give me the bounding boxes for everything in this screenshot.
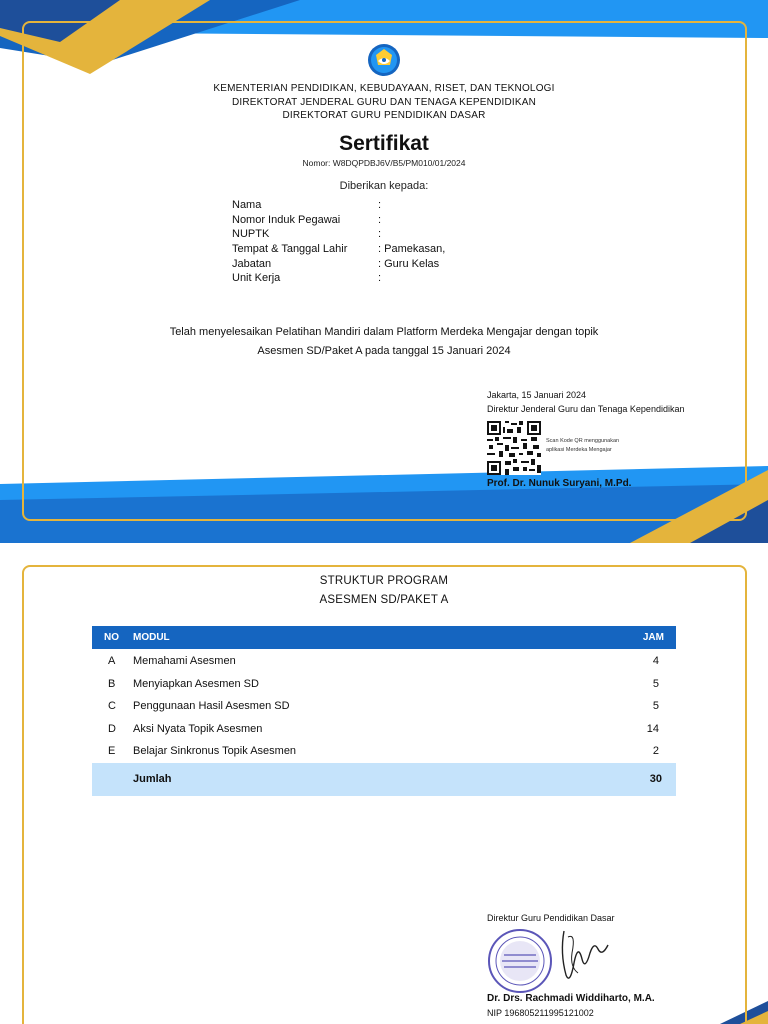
program-structure-page bbox=[0, 543, 768, 1024]
field-row-employee-id bbox=[232, 214, 532, 229]
table-row bbox=[92, 672, 676, 695]
program-subtitle: ASESMEN SD/PAKET A bbox=[319, 594, 449, 606]
qr-note-line-2: aplikasi Merdeka Mengajar bbox=[546, 447, 612, 453]
row-module: Belajar Sinkronus Topik Asesmen bbox=[133, 745, 297, 757]
field-label: Tempat & Tanggal Lahir bbox=[232, 243, 348, 256]
field-row-work-unit bbox=[232, 272, 532, 287]
row-hours: 5 bbox=[652, 677, 659, 690]
program-table bbox=[92, 626, 676, 796]
table-row bbox=[92, 739, 676, 762]
signer-name: Prof. Dr. Nunuk Suryani, M.Pd. bbox=[487, 478, 632, 489]
official-stamp-signature-icon bbox=[486, 923, 616, 995]
qr-note-line-1: Scan Kode QR menggunakan bbox=[546, 438, 620, 444]
field-label: Unit Kerja bbox=[232, 272, 281, 285]
qr-code-icon[interactable] bbox=[487, 421, 541, 475]
header-module: MODUL bbox=[133, 632, 170, 643]
row-no: A bbox=[108, 655, 116, 667]
row-module: Aksi Nyata Topik Asesmen bbox=[133, 722, 263, 735]
row-no: D bbox=[108, 722, 116, 735]
signer-role: Direktur Jenderal Guru dan Tenaga Kependidikan bbox=[487, 404, 685, 414]
row-hours: 4 bbox=[652, 655, 659, 667]
row-module: Penggunaan Hasil Asesmen SD bbox=[133, 700, 290, 712]
given-to-label: Diberikan kepada: bbox=[339, 180, 429, 192]
row-no: E bbox=[108, 745, 116, 757]
field-label: Jabatan bbox=[232, 257, 272, 270]
field-value: : bbox=[378, 272, 382, 285]
total-label: Jumlah bbox=[133, 772, 172, 785]
field-label: Nama bbox=[232, 199, 262, 211]
row-no: B bbox=[108, 677, 116, 690]
field-value: : Pamekasan, bbox=[378, 243, 446, 256]
table-row bbox=[92, 694, 676, 717]
row-module: Memahami Asesmen bbox=[133, 655, 236, 667]
program-title: STRUKTUR PROGRAM bbox=[319, 575, 449, 587]
field-value: : bbox=[378, 199, 382, 211]
field-row-position bbox=[232, 258, 532, 273]
row-hours: 14 bbox=[646, 722, 659, 735]
certificate-title: Sertifikat bbox=[339, 132, 429, 155]
tut-wuri-handayani-logo-icon bbox=[367, 43, 401, 77]
director-name: Dr. Drs. Rachmadi Widdiharto, M.A. bbox=[487, 993, 655, 1004]
header-hours: JAM bbox=[642, 632, 664, 643]
completion-statement-line-1: Telah menyelesaikan Pelatihan Mandiri dalam Platform Merdeka Mengajar dengan topik bbox=[169, 326, 599, 338]
field-label: NUPTK bbox=[232, 228, 270, 241]
signer-role: Direktur Guru Pendidikan Dasar bbox=[487, 913, 615, 923]
table-row bbox=[92, 649, 676, 672]
ministry-name: KEMENTERIAN PENDIDIKAN, KEBUDAYAAN, RISET, DAN TEKNOLOGI bbox=[213, 83, 555, 94]
row-hours: 5 bbox=[652, 700, 659, 712]
field-row-birth bbox=[232, 243, 532, 258]
recipient-fields bbox=[232, 199, 532, 287]
table-total-row bbox=[92, 763, 676, 796]
field-value: : bbox=[378, 228, 382, 241]
completion-statement-line-2: Asesmen SD/Paket A pada tanggal 15 Januari 2024 bbox=[257, 345, 511, 357]
header-no: NO bbox=[104, 632, 119, 643]
place-date: Jakarta, 15 Januari 2024 bbox=[487, 390, 587, 400]
field-value: : bbox=[378, 213, 382, 226]
directorate-general-name: DIREKTORAT JENDERAL GURU DAN TENAGA KEPENDIDIKAN bbox=[231, 97, 537, 108]
field-value: : Guru Kelas bbox=[378, 257, 440, 270]
director-nip: NIP 196805211995121002 bbox=[487, 1008, 594, 1018]
directorate-name: DIREKTORAT GURU PENDIDIKAN DASAR bbox=[282, 110, 486, 121]
field-label: Nomor Induk Pegawai bbox=[232, 213, 341, 226]
table-row bbox=[92, 717, 676, 740]
total-hours: 30 bbox=[649, 772, 662, 785]
certificate-number: Nomor: W8DQPDBJ6V/B5/PM010/01/2024 bbox=[302, 158, 466, 168]
table-header bbox=[92, 626, 676, 649]
field-row-nuptk bbox=[232, 228, 532, 243]
field-row-name bbox=[232, 199, 532, 214]
row-no: C bbox=[108, 700, 116, 712]
row-hours: 2 bbox=[652, 745, 659, 757]
row-module: Menyiapkan Asesmen SD bbox=[133, 677, 259, 690]
